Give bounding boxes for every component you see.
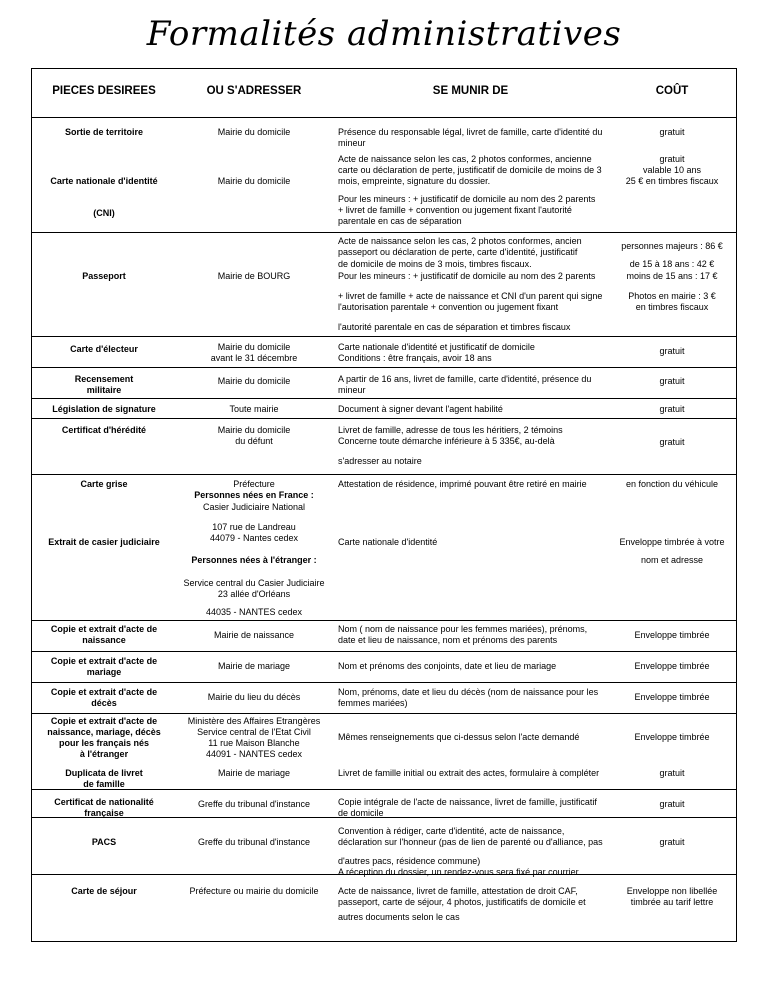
row-label: Certificat de nationalité française bbox=[54, 797, 154, 818]
row-divider bbox=[31, 398, 737, 399]
row-requirements: de domicile de moins de 3 mois, timbres fiscaux. bbox=[338, 259, 532, 269]
row-where-heading: Personnes nées à l'étranger : bbox=[191, 555, 317, 565]
row-divider bbox=[31, 682, 737, 683]
row-divider bbox=[31, 713, 737, 714]
row-cost: Photos en mairie : 3 € en timbres fiscaux bbox=[628, 291, 716, 312]
row-where-heading: Personnes nées en France : bbox=[194, 490, 314, 500]
row-where: Mairie du lieu du décès bbox=[207, 692, 301, 702]
row-label: Sortie de territoire bbox=[64, 127, 144, 137]
row-requirements: Attestation de résidence, imprimé pouvant être retiré en mairie bbox=[338, 479, 587, 489]
row-cost: Enveloppe timbrée bbox=[634, 692, 710, 702]
row-cost: gratuit bbox=[659, 376, 685, 386]
row-requirements: Présence du responsable légal, livret de famille, carte d'identité du mineur bbox=[338, 127, 603, 148]
row-requirements: Nom et prénoms des conjoints, date et lieu de mariage bbox=[338, 661, 557, 671]
row-requirements: Livret de famille initial ou extrait des actes, formulaire à compléter bbox=[338, 768, 600, 778]
header-pieces: PIECES DESIREES bbox=[52, 85, 156, 97]
row-where: Mairie du domicile bbox=[217, 376, 291, 386]
row-cost: de 15 à 18 ans : 42 € bbox=[629, 259, 715, 269]
row-label: Passeport bbox=[82, 271, 126, 281]
row-divider bbox=[31, 232, 737, 233]
row-label: Législation de signature bbox=[52, 404, 156, 414]
row-divider bbox=[31, 474, 737, 475]
row-divider bbox=[31, 620, 737, 621]
row-where: Mairie de naissance bbox=[213, 630, 295, 640]
row-label: Carte d'électeur bbox=[70, 344, 138, 354]
row-where: Greffe du tribunal d'instance bbox=[197, 799, 311, 809]
row-requirements: Nom, prénoms, date et lieu du décès (nom de naissance pour les femmes mariées) bbox=[338, 687, 599, 708]
row-requirements: l'autorité parentale en cas de séparation et timbres fiscaux bbox=[338, 322, 571, 332]
row-divider bbox=[31, 367, 737, 368]
row-cost: gratuit bbox=[659, 404, 685, 414]
row-requirements: Nom ( nom de naissance pour les femmes mariées), prénoms, date et lieu de naissance, nom et prénoms des parents bbox=[338, 624, 588, 645]
row-cost: Enveloppe timbrée bbox=[634, 732, 710, 742]
row-where: Mairie de BOURG bbox=[217, 271, 291, 281]
row-requirements: d'autres pacs, résidence commune) A réception du dossier, un rendez-vous sera fixé par courrier bbox=[338, 856, 579, 877]
row-divider bbox=[31, 651, 737, 652]
row-where: Mairie de mariage bbox=[217, 661, 291, 671]
row-requirements: + livret de famille + acte de naissance et CNI d'un parent qui signe l'autorisation parentale + convention ou jugement fixant bbox=[338, 291, 603, 312]
row-cost: gratuit bbox=[659, 127, 685, 137]
row-where: Mairie du domicile du défunt bbox=[217, 425, 291, 446]
row-requirements: Document à signer devant l'agent habilité bbox=[338, 404, 503, 414]
page-title: Formalités administratives bbox=[146, 14, 622, 54]
row-where: 107 rue de Landreau 44079 - Nantes cedex bbox=[209, 522, 299, 543]
row-label: Copie et extrait d'acte de naissance bbox=[50, 624, 158, 645]
row-requirements: Carte nationale d'identité et justificatif de domicile Conditions : être français, avoir 18 ans bbox=[338, 342, 535, 363]
row-requirements: Copie intégrale de l'acte de naissance, livret de famille, justificatif de domicile bbox=[338, 797, 597, 818]
row-where: Ministère des Affaires Etrangères Service central de l'Etat Civil 11 rue Maison Blanche 44091 - NANTES cedex bbox=[187, 716, 321, 759]
row-divider bbox=[31, 336, 737, 337]
row-requirements: Convention à rédiger, carte d'identité, acte de naissance, déclaration sur l'honneur (pas de lien de parenté ou d'alliance, pas bbox=[338, 826, 603, 847]
row-requirements: Acte de naissance selon les cas, 2 photos conformes, ancienne carte ou déclaration de perte, justificatif de domicile de moins de 3 mois, empreinte, signature du dossier. bbox=[338, 154, 602, 186]
row-where: Mairie du domicile bbox=[217, 127, 291, 137]
row-label: PACS bbox=[91, 837, 117, 847]
row-label: Certificat d'hérédité bbox=[61, 425, 147, 435]
row-requirements: Acte de naissance, livret de famille, attestation de droit CAF, passeport, carte de séjour, 4 photos, justificatifs de domicile et bbox=[338, 886, 586, 907]
row-where: Préfecture bbox=[233, 479, 275, 489]
row-requirements: Acte de naissance selon les cas, 2 photos conformes, ancien passeport ou déclaration de perte, carte d'identité, justificatif bbox=[338, 236, 582, 257]
row-requirements: Mêmes renseignements que ci-dessus selon l'acte demandé bbox=[338, 732, 580, 742]
row-label: Recensement militaire bbox=[74, 374, 134, 395]
row-where: Préfecture ou mairie du domicile bbox=[189, 886, 319, 896]
row-label-sub: (CNI) bbox=[93, 208, 115, 218]
row-where: Mairie de mariage bbox=[217, 768, 291, 778]
row-cost: personnes majeurs : 86 € bbox=[621, 241, 723, 251]
row-requirements: s'adresser au notaire bbox=[338, 456, 422, 466]
row-label: Carte grise bbox=[80, 479, 128, 489]
row-divider bbox=[31, 117, 737, 118]
header-cout: COÛT bbox=[655, 85, 689, 97]
row-cost: moins de 15 ans : 17 € bbox=[626, 271, 718, 281]
row-divider bbox=[31, 418, 737, 419]
row-requirements: Pour les mineurs : + justificatif de domicile au nom des 2 parents + livret de famille + convention ou jugement fixant l'autorité parentale en cas de séparation bbox=[338, 194, 596, 226]
row-label: Copie et extrait d'acte de naissance, mariage, décès pour les français nés à l'étranger bbox=[47, 716, 161, 759]
row-where: Greffe du tribunal d'instance bbox=[197, 837, 311, 847]
row-where: 44035 - NANTES cedex bbox=[205, 607, 303, 617]
row-cost: Enveloppe timbrée bbox=[634, 661, 710, 671]
row-cost: gratuit bbox=[659, 437, 685, 447]
row-cost: nom et adresse bbox=[640, 555, 704, 565]
header-munir: SE MUNIR DE bbox=[432, 85, 509, 97]
row-requirements: A partir de 16 ans, livret de famille, carte d'identité, présence du mineur bbox=[338, 374, 592, 395]
row-label: Extrait de casier judiciaire bbox=[48, 537, 160, 547]
row-cost: gratuit bbox=[659, 346, 685, 356]
row-where: Service central du Casier Judiciaire 23 allée d'Orléans bbox=[183, 578, 325, 599]
row-where: Mairie du domicile bbox=[217, 176, 291, 186]
row-cost: Enveloppe timbrée à votre bbox=[619, 537, 725, 547]
row-label: Carte nationale d'identité bbox=[50, 176, 158, 186]
row-requirements: Carte nationale d'identité bbox=[338, 537, 438, 547]
row-cost: gratuit valable 10 ans 25 € en timbres fiscaux bbox=[625, 154, 719, 186]
row-where: Mairie du domicile avant le 31 décembre bbox=[210, 342, 298, 363]
row-requirements: autres documents selon le cas bbox=[338, 912, 460, 922]
header-adresser: OU S'ADRESSER bbox=[206, 85, 302, 97]
row-requirements: Livret de famille, adresse de tous les héritiers, 2 témoins Concerne toute démarche inférieure à 5 335€, au-delà bbox=[338, 425, 563, 446]
row-where: Toute mairie bbox=[229, 404, 279, 414]
row-label: Copie et extrait d'acte de mariage bbox=[50, 656, 158, 677]
row-requirements: Pour les mineurs : + justificatif de domicile au nom des 2 parents bbox=[338, 271, 596, 281]
row-label: Carte de séjour bbox=[71, 886, 137, 896]
row-cost: en fonction du véhicule bbox=[625, 479, 719, 489]
row-cost: Enveloppe timbrée bbox=[634, 630, 710, 640]
row-cost: gratuit bbox=[659, 837, 685, 847]
row-label: Duplicata de livret de famille bbox=[65, 768, 143, 789]
row-where: Casier Judiciaire National bbox=[202, 502, 306, 512]
row-cost: Enveloppe non libellée timbrée au tarif lettre bbox=[626, 886, 718, 907]
row-cost: gratuit bbox=[659, 799, 685, 809]
row-label: Copie et extrait d'acte de décès bbox=[50, 687, 158, 708]
row-cost: gratuit bbox=[659, 768, 685, 778]
